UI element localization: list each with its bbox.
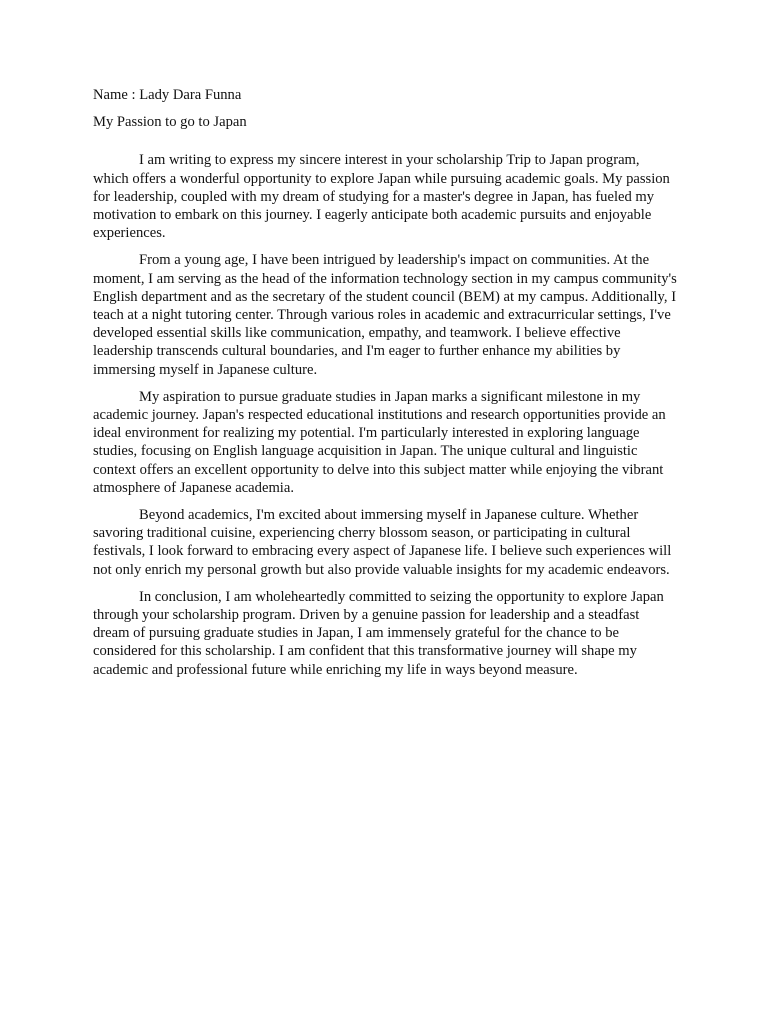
paragraph-introduction: I am writing to express my sincere interest in your scholarship Trip to Japan program, which offers a wonderful opportunity to explore Japan while pursuing academic goals. My passion for leadership, coupled with my dream of studying for a master's degree in Japan, has fueled my motivation to embark on this journey. I eagerly anticipate both academic pursuits and enjoyable experiences.: [93, 152, 670, 242]
paragraph-conclusion: In conclusion, I am wholeheartedly committed to seizing the opportunity to explore Japan through your scholarship program. Driven by a genuine passion for leadership and a steadfast dream of pursuing graduate studies in Japan, I am immensely grateful for the chance to be considered for this scholarship. I am confident that this transformative journey will shape my academic and professional future while enriching my life in ways beyond measure.: [93, 588, 664, 678]
name-line: Name : Lady Dara Funna: [93, 87, 242, 103]
document-body: [93, 86, 677, 688]
paragraph-graduate-studies: My aspiration to pursue graduate studies in Japan marks a significant milestone in my academic journey. Japan's respected educational institutions and research opportunities provide an ideal environment for realizing my potential. I'm particularly interested in exploring language studies, focusing on English language acquisition in Japan. The unique cultural and linguistic context offers an excellent opportunity to delve into this subject matter while enjoying the vibrant atmosphere of Japanese academia.: [93, 388, 666, 496]
paragraph-leadership: From a young age, I have been intrigued by leadership's impact on communities. At the moment, I am serving as the head of the information technology section in my campus community's English department and as the secretary of the student council (BEM) at my campus. Additionally, I teach at a night tutoring center. Through various roles in academic and extracurricular settings, I've developed essential skills like communication, empathy, and teamwork. I believe effective leadership transcends cultural boundaries, and I'm eager to further enhance my abilities by immersing myself in Japanese culture.: [93, 252, 677, 378]
paragraph-culture: Beyond academics, I'm excited about immersing myself in Japanese culture. Whether savoring traditional cuisine, experiencing cherry blossom season, or participating in cultural festivals, I look forward to embracing every aspect of Japanese life. I believe such experiences will not only enrich my personal growth but also provide valuable insights for my academic endeavors.: [93, 507, 672, 578]
document-title: My Passion to go to Japan: [93, 114, 247, 131]
